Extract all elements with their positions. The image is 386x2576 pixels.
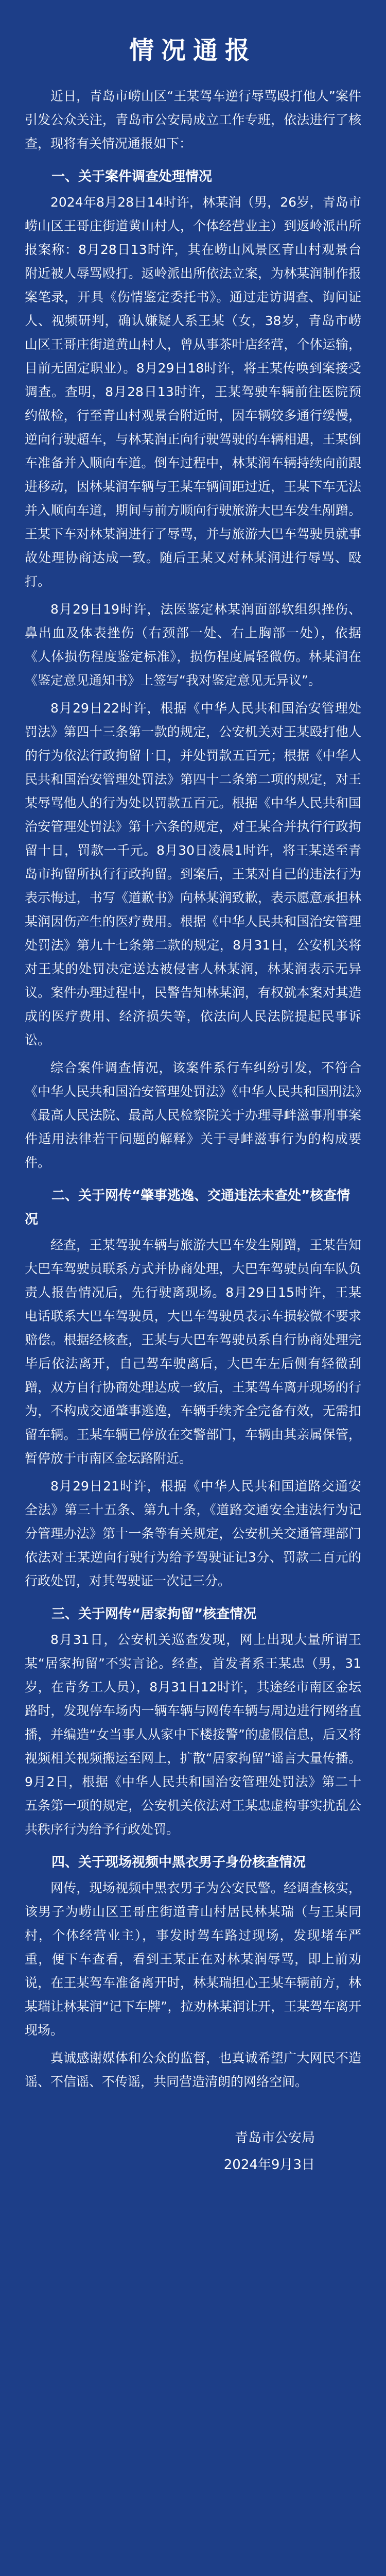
body-paragraph: 8月29日21时许，根据《中华人民共和国道路交通安全法》第三十五条、第九十条，《道路交通安全违法行为记分管理办法》第十一条等有关规定，公安机关交通管理部门依法对王某逆向行驶行为给予驾驶证记3分、罚款二百元的行政处罚，对其驾驶证一次记三分。 bbox=[25, 1478, 361, 1588]
body-paragraph: 综合案件调查情况，该案件系行车纠纷引发，不符合《中华人民共和国治安管理处罚法》《中华人民共和国刑法》《最高人民法院、最高人民检察院关于办理寻衅滋事刑事案件适用法律若干问题的解释》关于寻衅滋事行为的构成要件。 bbox=[25, 1060, 361, 1170]
report-body bbox=[25, 84, 361, 2094]
signature-block bbox=[25, 2125, 361, 2178]
signature-org: 青岛市公安局 bbox=[234, 2130, 315, 2146]
body-paragraph: 8月31日，公安机关巡查发现，网上出现大量所谓王某“居家拘留”不实言论。经查，首发者系王某忠（男，31岁，在青务工人员），8月31日12时许，其途经市南区金坛路时，发现停车场内一辆车辆与网传车辆与周边进行网络直播，并编造“女当事人从家中下楼接警”的虚假信息，后又将视频相关视频搬运至网上，扩散“居家拘留”谣言大量传播。9月2日，根据《中华人民共和国治安管理处罚法》第二十五条第一项的规定，公安机关依法对王某忠虚构事实扰乱公共秩序行为给予行政处罚。 bbox=[25, 1632, 361, 1837]
body-paragraph: 近日，青岛市崂山区“王某驾车逆行辱骂殴打他人”案件引发公众关注，青岛市公安局成立工作专班，依法进行了核查，现将有关情况通报如下： bbox=[25, 88, 361, 151]
section-heading: 三、关于网传“居家拘留”核查情况 bbox=[51, 1606, 257, 1622]
body-paragraph: 网传，现场视频中黑衣男子为公安民警。经调查核实，该男子为崂山区王哥庄街道青山村居民林某瑞（与王某同村，个体经营业主），事发时驾车路过现场，发现堵车严重，便下车查看，看到王某正在对林某润辱骂，即上前劝说，在王某驾车准备离开时，林某瑞担心王某车辆前方，林某瑞让林某润“记下车牌”，拉劝林某润让开，王某驾车离开现场。 bbox=[25, 1880, 361, 2038]
page-title: 情况通报 bbox=[129, 36, 257, 65]
section-heading: 二、关于网传“肇事逃逸、交通违法未查处”核查情况 bbox=[25, 1188, 350, 1227]
signature-date: 2024年9月3日 bbox=[223, 2157, 315, 2173]
section-heading: 四、关于现场视频中黑衣男子身份核查情况 bbox=[51, 1854, 306, 1870]
body-paragraph: 2024年8月28日14时许，林某润（男，26岁，青岛市崂山区王哥庄街道黄山村人，个体经营业主）到返岭派出所报案称：8月28日13时许，其在崂山风景区青山村观景台附近被人辱骂殴打。返岭派出所依法立案，为林某润制作报案笔录，开具《伤情鉴定委托书》。通过走访调查、询问证人、视频研判，确认嫌疑人系王某（女，38岁，青岛市崂山区王哥庄街道黄山村人，曾从事茶叶店经营，个体运输，目前无固定职业）。8月29日18时许，将王某传唤到案接受调查。查明，8月28日13时许，王某驾驶车辆前往医院预约做检，行至青山村观景台附近时，因车辆较多通行缓慢，逆向行驶超车，与林某润正向行驶驾驶的车辆相遇，王某倒车准备并入顺向车道。倒车过程中，林某润车辆持续向前跟进移动，因林某润车辆与王某车辆间距过近，王某下车无法并入顺向车道，期间与前方顺向行驶旅游大巴车发生剐蹭。王某下车对林某润进行了辱骂，并与旅游大巴车驾驶员就事故处理协商达成一致。随后王某又对林某润进行辱骂、殴打。 bbox=[25, 194, 361, 589]
body-paragraph: 真诚感谢媒体和公众的监督，也真诚希望广大网民不造谣、不信谣、不传谣，共同营造清朗的网络空间。 bbox=[25, 2050, 361, 2089]
body-paragraph: 8月29日19时许，法医鉴定林某润面部软组织挫伤、鼻出血及体表挫伤（右颈部一处、右上胸部一处），依据《人体损伤程度鉴定标准》，损伤程度属轻微伤。林某润在《鉴定意见通知书》上签写“我对鉴定意见无异议”。 bbox=[25, 601, 361, 688]
body-paragraph: 经查，王某驾驶车辆与旅游大巴车发生剐蹭，王某告知大巴车驾驶员联系方式并协商处理，大巴车驾驶员向车队负责人报告情况后，先行驶离现场。8月29日15时许，王某电话联系大巴车驾驶员，大巴车驾驶员表示车损较微不要求赔偿。根据经核查，王某与大巴车驾驶员系自行协商处理完毕后依法离开，自己驾车驶离后，大巴车左后侧有轻微刮蹭，双方自行协商处理达成一致后，王某驾车离开现场的行为，不构成交通肇事逃逸，车辆手续齐全完备有效，无需扣留车辆。王某车辆已停放在交警部门，车辆由其亲属保管，暂停放于市南区金坛路附近。 bbox=[25, 1237, 361, 1466]
section-heading: 一、关于案件调查处理情况 bbox=[51, 168, 213, 184]
body-paragraph: 8月29日22时许，根据《中华人民共和国治安管理处罚法》第四十三条第一款的规定，公安机关对王某殴打他人的行为依法行政拘留十日，并处罚款五百元；根据《中华人民共和国治安管理处罚法》第四十二条第二项的规定，对王某辱骂他人的行为处以罚款五百元。根据《中华人民共和国治安管理处罚法》第十六条的规定，对王某合并执行行政拘留十日，罚款一千元。8月30日凌晨1时许，将王某送至青岛市拘留所执行行政拘留。到案后，王某对自己的违法行为表示悔过，书写《道歉书》向林某润致歉，表示愿意承担林某润因伤产生的医疗费用。根据《中华人民共和国治安管理处罚法》第九十七条第二款的规定，8月31日，公安机关将对王某的处罚决定送达被侵害人林某润，林某润表示无异议。案件办理过程中，民警告知林某润，有权就本案对其造成的医疗费用、经济损失等，依法向人民法院提起民事诉讼。 bbox=[25, 700, 361, 1047]
